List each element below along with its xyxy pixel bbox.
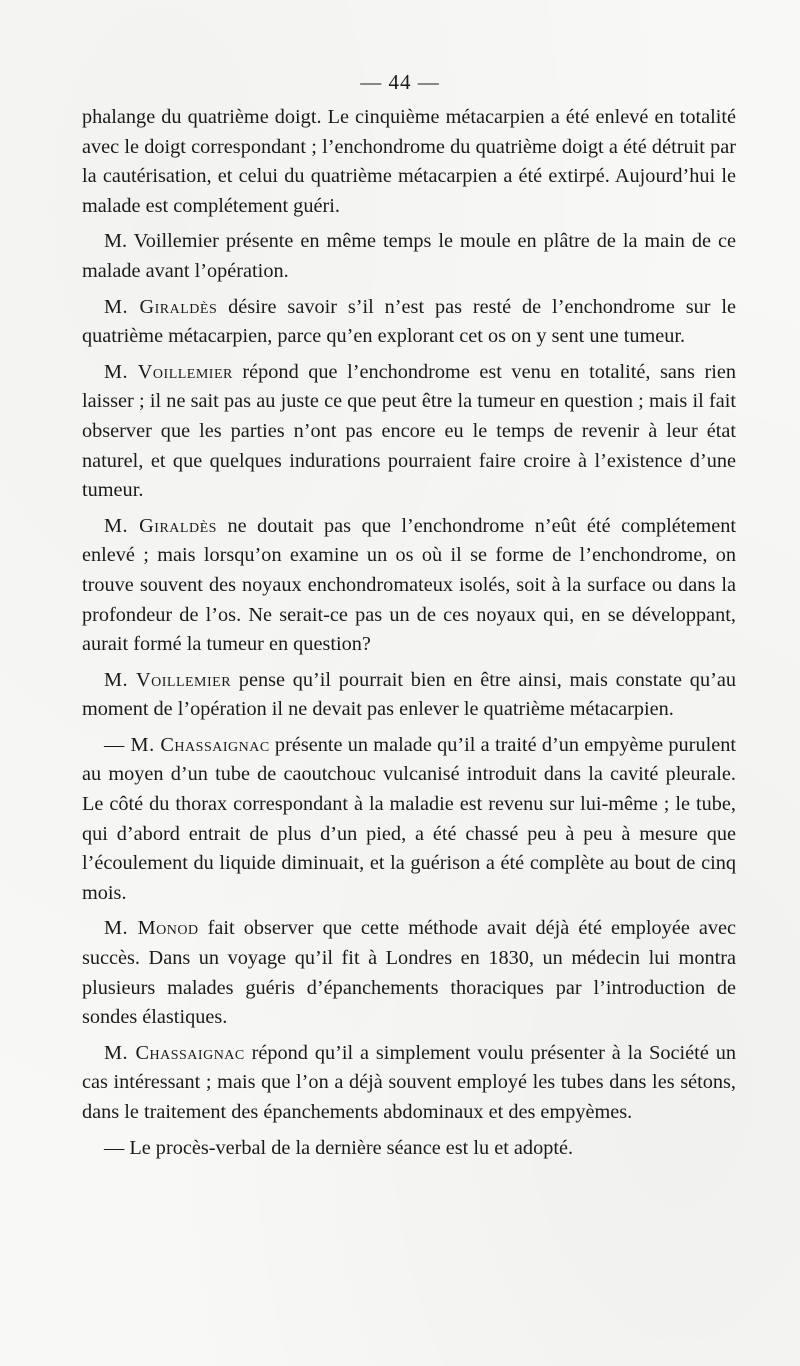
speaker-name: M. Monod	[104, 917, 199, 940]
paragraph-text: fait observer que cette méthode avait déjà été employée avec succès. Dans un voyage qu’il fit à Londres en 1830, un médecin lui montra plusieurs malades guéris d’épanchements thoraciques par l’introduction de sondes élastiques.	[82, 917, 737, 1029]
paragraph-text: présente en même temps le moule en plâtre de la main de ce malade avant l’opération.	[82, 230, 736, 282]
body-text	[82, 103, 736, 1169]
paragraph-text: répond que l’enchondrome est venu en totalité, sans rien laisser ; il ne sait pas au juste ce que peut être la tumeur en question ; mais il fait observer que les parties n’ont pas encore eu le temps de revenir à leur état naturel, et que quelques indurations pourraient faire croire à l’existence d’une tumeur.	[82, 360, 736, 502]
paragraph-text: — Le procès-verbal de la dernière séance est lu et adopté.	[104, 1136, 574, 1159]
speaker-name: — M. Chassaignac	[104, 733, 270, 756]
page-number: — 44 —	[360, 70, 440, 94]
paragraph-2	[82, 227, 736, 286]
speaker-name: M. Voillemier	[104, 668, 232, 691]
paragraph-10	[82, 1134, 736, 1164]
paragraph-3	[82, 293, 736, 352]
paragraph-text: pense qu’il pourrait bien en être ainsi, mais constate qu’au moment de l’opération il ne devait pas enlever le quatrième métacarpien.	[82, 668, 736, 721]
paragraph-7	[82, 731, 736, 909]
paragraph-6	[82, 666, 736, 725]
paragraph-9	[82, 1039, 736, 1128]
paragraph-5	[82, 512, 736, 660]
paragraph-text: répond qu’il a simplement voulu présenter à la Société un cas intéressant ; mais que l’on a déjà souvent employé les tubes dans les sétons, dans le traitement des épanchements abdominaux et des empyèmes.	[82, 1041, 736, 1123]
paragraph-text: phalange du quatrième doigt. Le cinquième métacarpien a été enlevé en totalité avec le doigt correspondant ; l’enchondrome du quatrième doigt a été détruit par la cautérisation, et celui du quatrième métacarpien a été extirpé. Aujourd’hui le malade est complétement guéri.	[82, 106, 736, 217]
paragraph-text: désire savoir s’il n’est pas resté de l’enchondrome sur le quatrième métacarpien, parce qu’en explorant cet os on y sent une tumeur.	[82, 295, 737, 348]
paragraph-text: présente un malade qu’il a traité d’un empyème purulent au moyen d’un tube de caoutchouc vulcanisé introduit dans la cavité pleurale. Le côté du thorax correspondant à la maladie est revenu sur lui-même ; le tube, qui d’abord entrait de plus d’un pied, a été chassé peu à peu à mesure que l’écoulement du liquide diminuait, et la guérison a été complète au bout de cinq mois.	[82, 733, 736, 904]
speaker-name: M. Voillemier	[104, 230, 219, 253]
speaker-name: M. Voillemier	[104, 360, 233, 383]
paragraph-8	[82, 914, 736, 1032]
speaker-name: M. Chassaignac	[104, 1041, 245, 1064]
speaker-name: M. Giraldès	[104, 295, 218, 318]
paragraph-text: ne doutait pas que l’enchondrome n’eût été complétement enlevé ; mais lorsqu’on examine un os où il se forme de l’enchondrome, on trouve souvent des noyaux enchondromateux isolés, soit à la surface ou dans la profondeur de l’os. Ne serait-ce pas un de ces noyaux qui, en se développant, aurait formé la tumeur en question?	[82, 514, 736, 656]
speaker-name: M. Giraldès	[104, 514, 217, 537]
paragraph-1	[82, 103, 736, 221]
paragraph-4	[82, 358, 736, 506]
